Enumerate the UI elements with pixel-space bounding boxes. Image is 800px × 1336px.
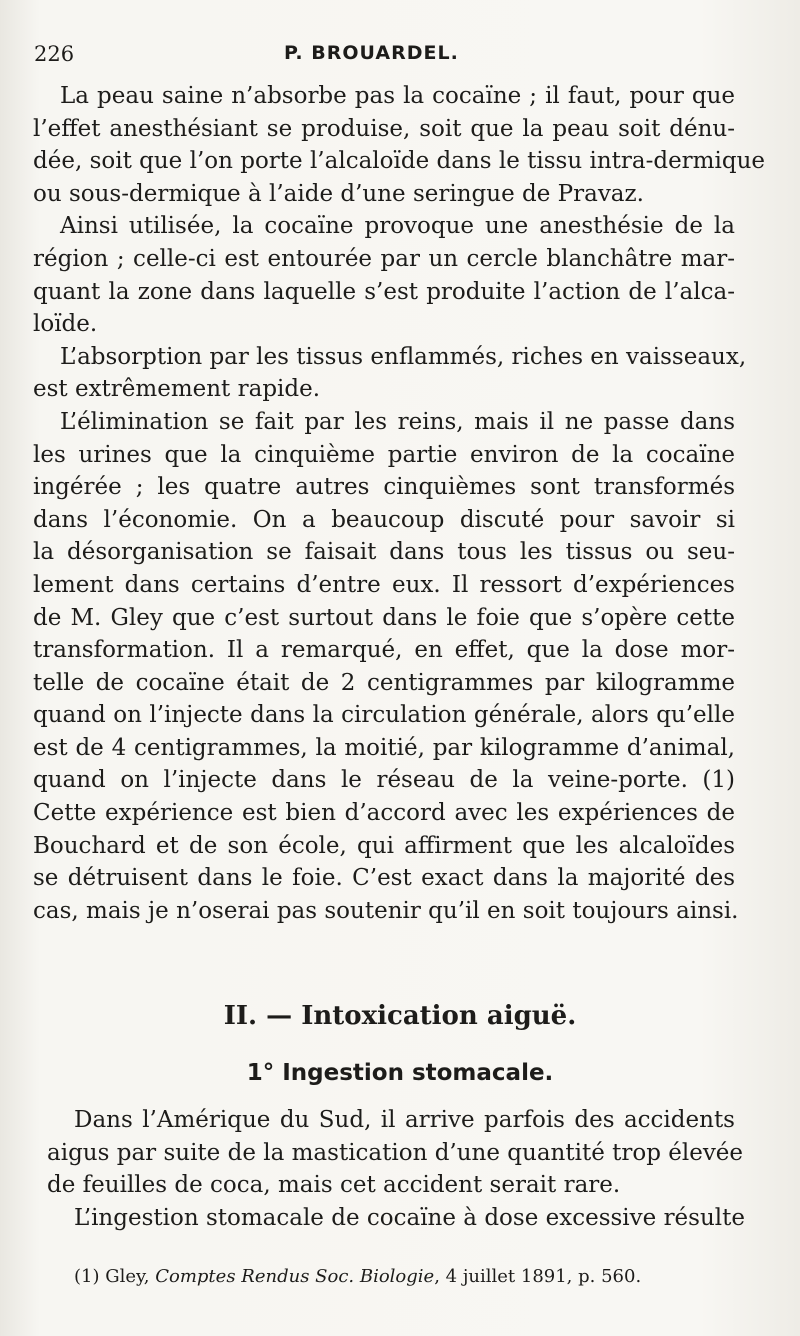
- text-line: cas, mais je n’oserai pas soutenir qu’il en soit toujours ainsi.: [33, 897, 739, 924]
- text-line: aigus par suite de la mastication d’une quantité trop élevée: [47, 1139, 744, 1166]
- text-line: dée, soit que l’on porte l’alcaloïde dans le tissu intra-dermique: [33, 148, 765, 175]
- text-line: quant la zone dans laquelle s’est produite l’action de l’alca-: [33, 278, 735, 305]
- text-line: Dans l’Amérique du Sud, il arrive parfois des accidents: [74, 1107, 735, 1133]
- page-number: 226: [34, 42, 75, 66]
- text-line: ou sous-dermique à l’aide d’une seringue de Pravaz.: [33, 180, 644, 207]
- text-line: ingérée ; les quatre autres cinquièmes sont transformés: [33, 474, 735, 501]
- text-line: est extrêmement rapide.: [33, 376, 321, 403]
- paragraph: [33, 406, 739, 928]
- text-line: l’effet anesthésiant se produise, soit que la peau soit dénu-: [33, 115, 735, 142]
- footnote: [74, 1266, 734, 1287]
- paragraph: [47, 1104, 744, 1202]
- text-line: Ainsi utilisée, la cocaïne provoque une anesthésie de la: [60, 213, 735, 240]
- text-line: les urines que la cinquième partie environ de la cocaïne: [33, 441, 735, 468]
- text-line: Bouchard et de son école, qui affirment que les alcaloïdes: [33, 832, 735, 859]
- text-line: telle de cocaïne était de 2 centigrammes par kilogramme: [33, 669, 735, 696]
- body-text: [33, 80, 765, 927]
- text-line: lement dans certains d’entre eux. Il ressort d’expériences: [33, 571, 735, 598]
- text-line: de feuilles de coca, mais cet accident serait rare.: [47, 1172, 621, 1199]
- running-head: P. BROUARDEL.: [284, 42, 459, 64]
- text-line: se détruisent dans le foie. C’est exact dans la majorité des: [33, 865, 735, 892]
- section-heading: II. — Intoxication aiguë.: [223, 1001, 577, 1031]
- text-line: la désorganisation se faisait dans tous les tissus ou seu-: [33, 539, 735, 566]
- text-line: de M. Gley que c’est surtout dans le foie que s’opère cette: [33, 604, 735, 631]
- text-line: quand on l’injecte dans le réseau de la veine-porte. (1): [33, 767, 735, 794]
- body-text-continued: [47, 1104, 745, 1234]
- footnote-citation-rest: , 4 juillet 1891, p. 560.: [434, 1266, 642, 1287]
- paragraph: [33, 210, 735, 340]
- text-line: transformation. Il a remarqué, en effet, que la dose mor-: [33, 637, 735, 664]
- footnote-citation-title: Comptes Rendus Soc. Biologie: [155, 1266, 435, 1287]
- page-header: [34, 38, 734, 74]
- paragraph: [33, 80, 765, 210]
- text-line: La peau saine n’absorbe pas la cocaïne ; il faut, pour que: [60, 83, 735, 109]
- text-line: L’élimination se fait par les reins, mais il ne passe dans: [60, 408, 735, 435]
- subsection-heading: 1° Ingestion stomacale.: [246, 1060, 554, 1086]
- text-line: quand on l’injecte dans la circulation générale, alors qu’elle: [33, 702, 735, 729]
- text-line: L’absorption par les tissus enflammés, riches en vaisseaux,: [60, 343, 747, 370]
- text-line: dans l’économie. On a beaucoup discuté pour savoir si: [33, 506, 735, 533]
- text-line: est de 4 centigrammes, la moitié, par kilogramme d’animal,: [33, 734, 735, 761]
- text-line: région ; celle-ci est entourée par un cercle blanchâtre mar-: [33, 245, 735, 272]
- text-line: L’ingestion stomacale de cocaïne à dose excessive résulte: [74, 1204, 745, 1231]
- paragraph: [33, 341, 747, 406]
- text-line: loïde.: [33, 311, 98, 338]
- footnote-marker: (1) Gley,: [74, 1266, 156, 1287]
- paragraph: [47, 1202, 745, 1235]
- text-line: Cette expérience est bien d’accord avec les expériences de: [33, 800, 735, 827]
